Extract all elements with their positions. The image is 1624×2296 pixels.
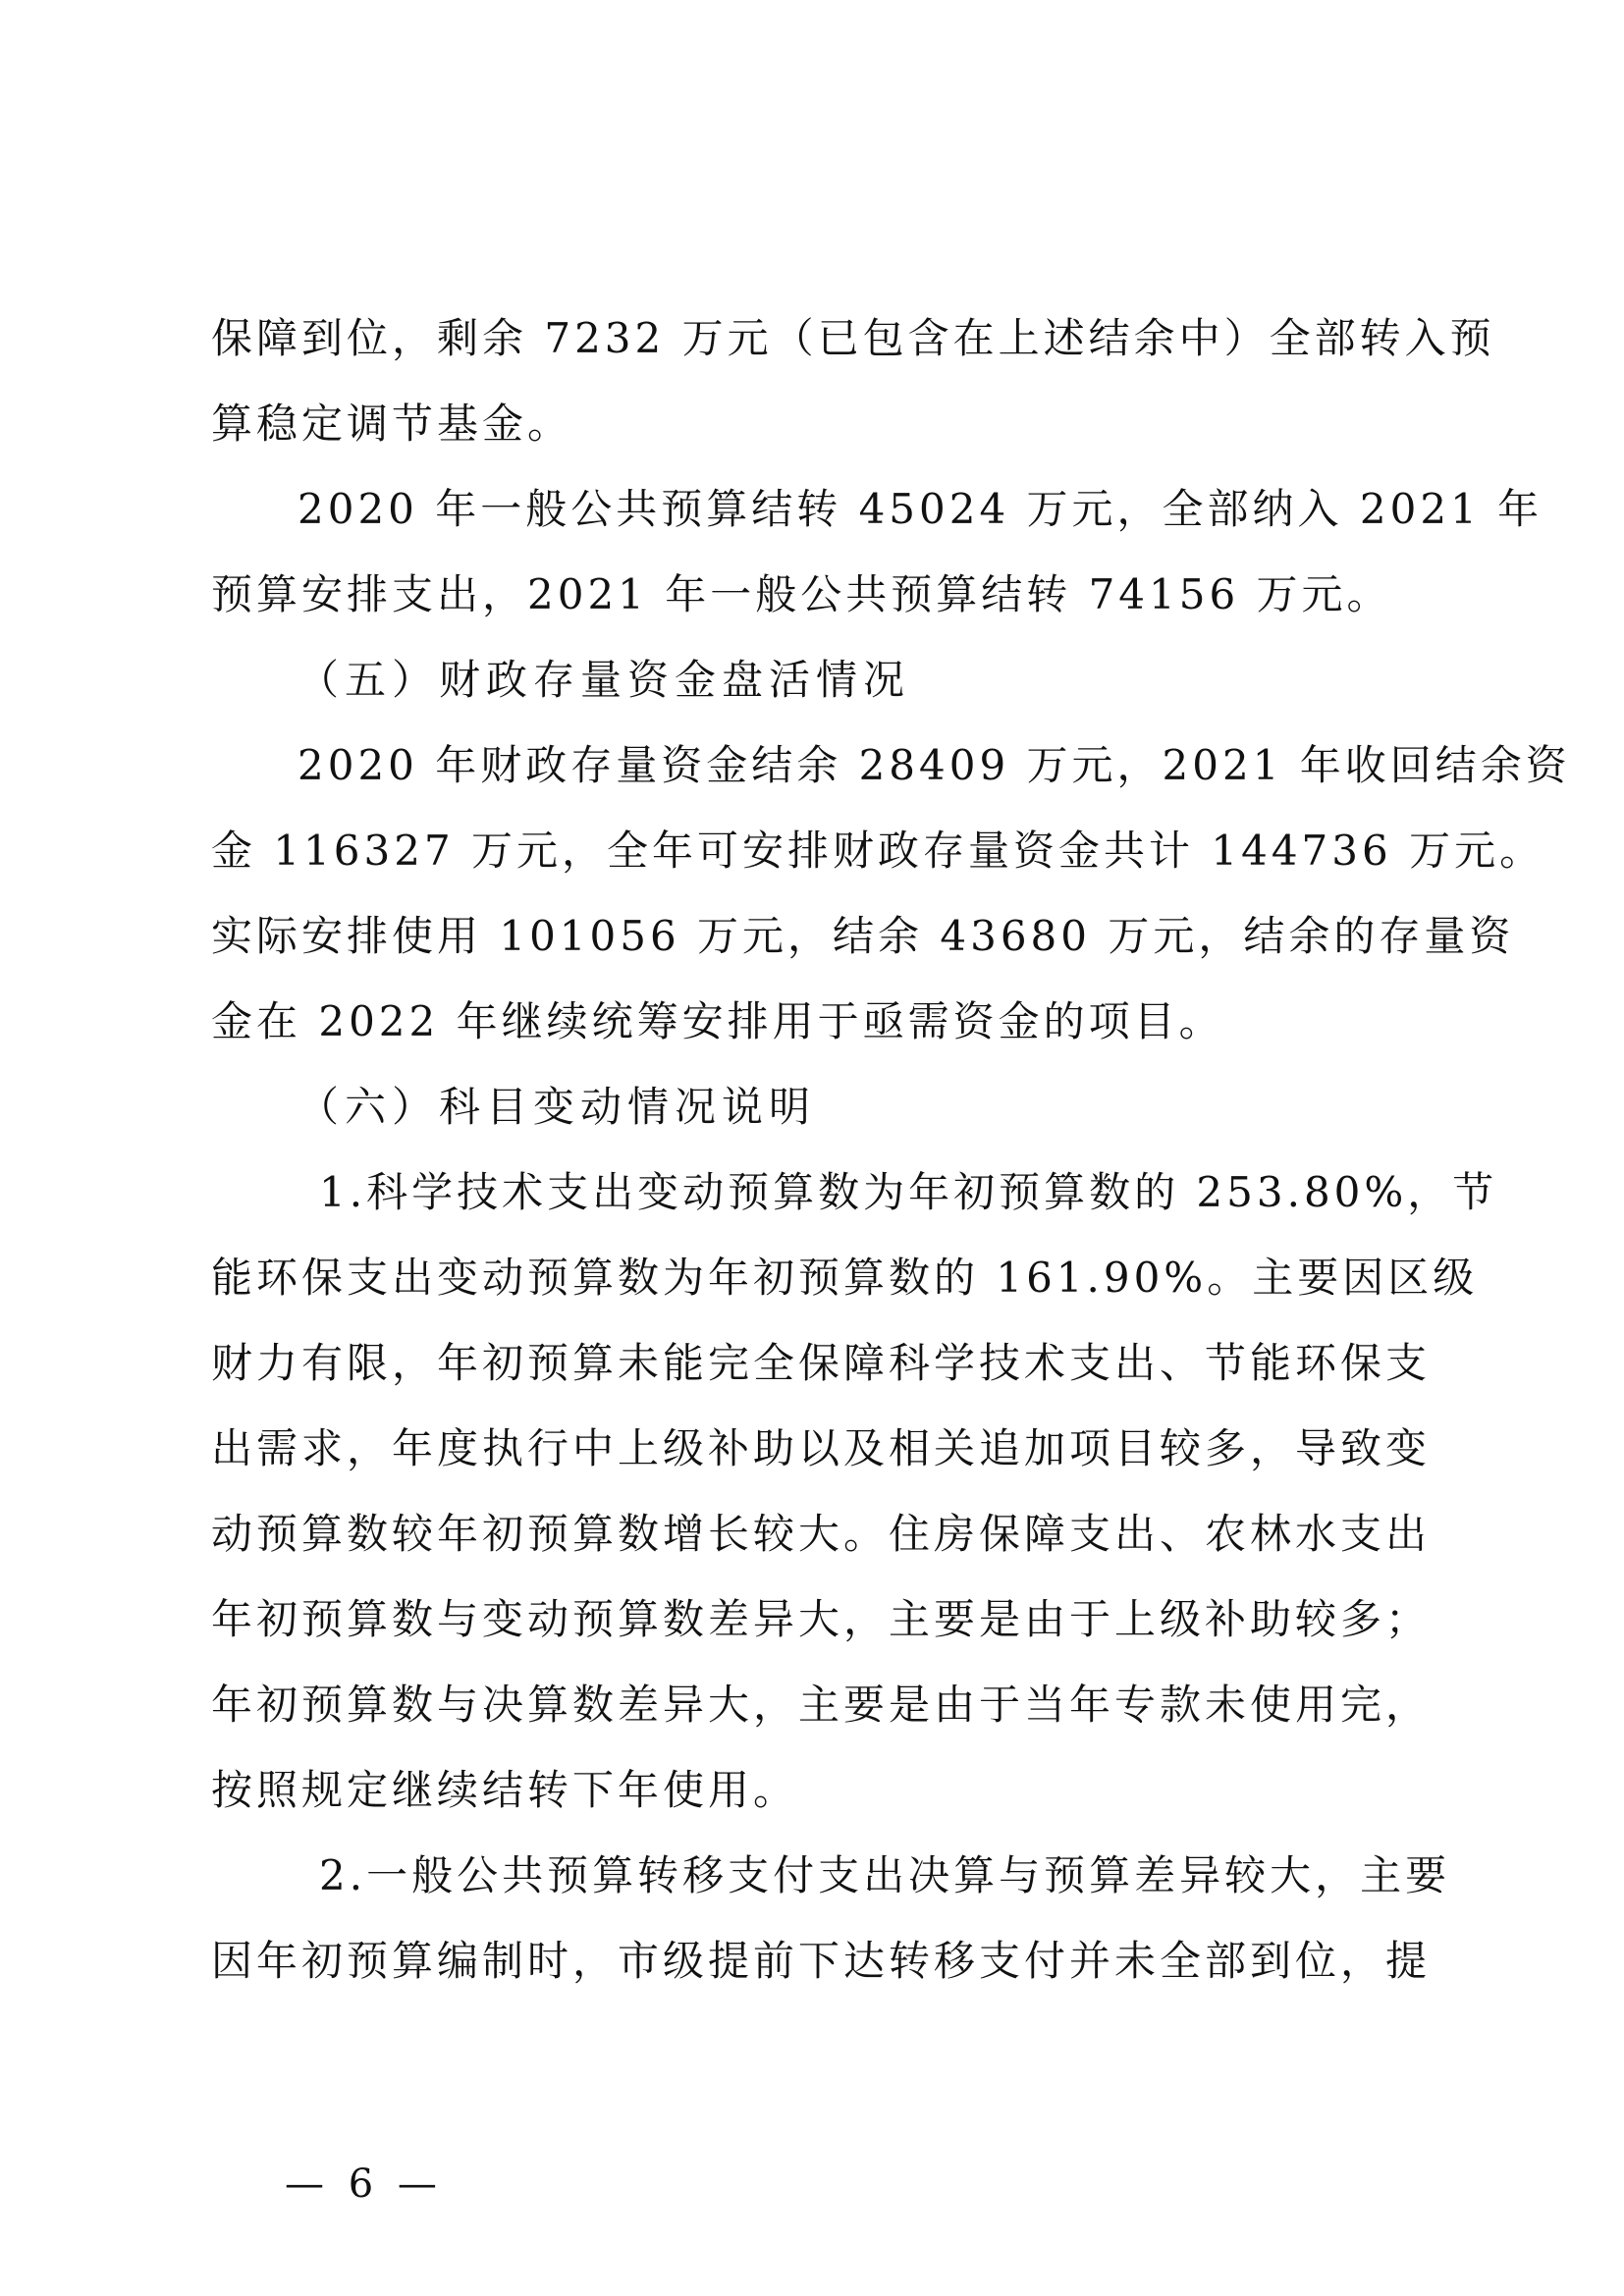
body-line: 动预算数较年初预算数增长较大。住房保障支出、农林水支出 [211,1510,1432,1558]
body-line: 保障到位，剩余 7232 万元（已包含在上述结余中）全部转入预 [211,314,1495,362]
body-line: 1.科学技术支出变动预算数为年初预算数的 253.80%，节 [319,1168,1498,1216]
body-line: 金 116327 万元，全年可安排财政存量资金共计 144736 万元。 [211,827,1545,875]
body-line: 2020 年财政存量资金结余 28409 万元，2021 年收回结余资 [298,741,1571,789]
body-line: 金在 2022 年继续统筹安排用于亟需资金的项目。 [211,997,1224,1045]
body-line: 预算安排支出，2021 年一般公共预算结转 74156 万元。 [211,570,1392,618]
body-line: 财力有限，年初预算未能完全保障科学技术支出、节能环保支 [211,1339,1432,1387]
page-number: — 6 — [285,2162,443,2207]
body-line: 按照规定继续结转下年使用。 [211,1766,799,1814]
section-heading: （五）财政存量资金盘活情况 [298,656,911,704]
body-line: 年初预算数与变动预算数差异大，主要是由于上级补助较多； [211,1595,1432,1643]
body-line: 能环保支出变动预算数为年初预算数的 161.90%。主要因区级 [211,1254,1479,1302]
body-line: 年初预算数与决算数差异大，主要是由于当年专款未使用完， [211,1681,1432,1729]
body-line: 2.一般公共预算转移支付支出决算与预算差异较大，主要 [319,1851,1451,1899]
body-line: 出需求，年度执行中上级补助以及相关追加项目较多，导致变 [211,1424,1432,1472]
body-line: 算稳定调节基金。 [211,400,573,448]
body-line: 实际安排使用 101056 万元，结余 43680 万元，结余的存量资 [211,912,1515,960]
body-line: 因年初预算编制时，市级提前下达转移支付并未全部到位，提 [211,1937,1432,1985]
section-heading: （六）科目变动情况说明 [298,1083,817,1131]
body-line: 2020 年一般公共预算结转 45024 万元，全部纳入 2021 年 [298,485,1543,533]
